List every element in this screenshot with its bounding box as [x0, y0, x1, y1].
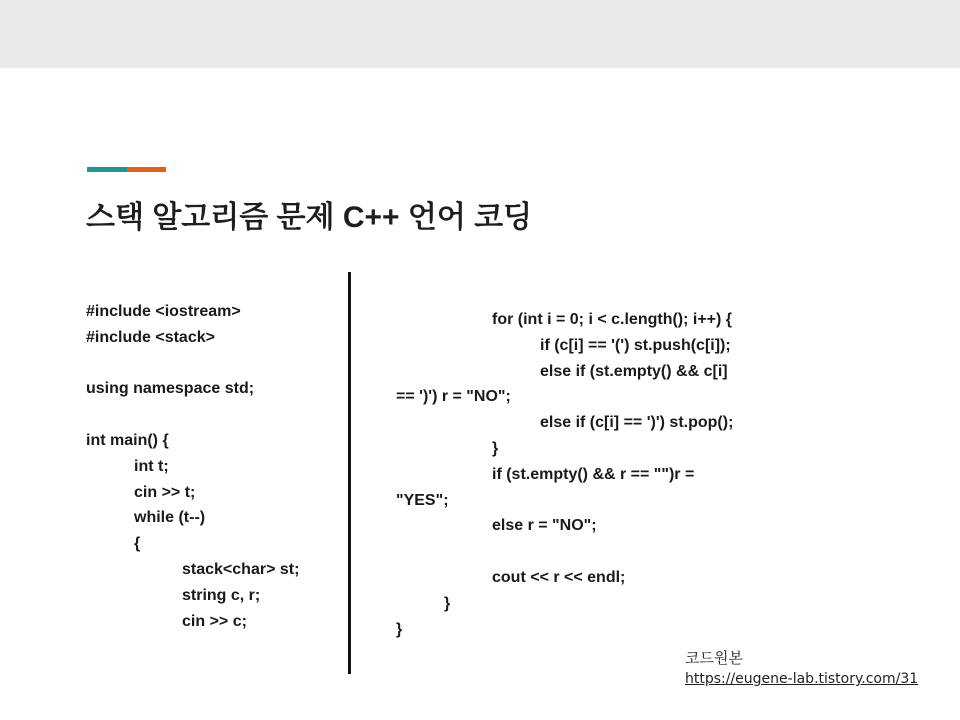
slide-title: 스택 알고리즘 문제 C++ 언어 코딩 [86, 201, 533, 234]
source-credit [685, 648, 918, 690]
code-block-left: #include <iostream> #include <stack> using namespace std; int main() { int t; cin >> t; while (t--) { stack<char> st; string c, r; cin >> c; [86, 303, 300, 630]
column-divider [348, 272, 351, 674]
top-banner [0, 0, 960, 68]
accent-bar-teal [87, 167, 127, 172]
source-label: 코드원본 [685, 650, 743, 667]
code-block-right: for (int i = 0; i < c.length(); i++) { if (c[i] == '(') st.push(c[i]); else if (st.empty() && c[i] == ')') r = "NO"; else if (c[i] == ')') st.pop(); } if (st.empty() && r == "")r = "YES"; else r = "NO"; cout << r << endl; } } [396, 311, 734, 638]
accent-bar-orange [127, 167, 166, 172]
source-link[interactable]: https://eugene-lab.tistory.com/31 [685, 671, 919, 687]
